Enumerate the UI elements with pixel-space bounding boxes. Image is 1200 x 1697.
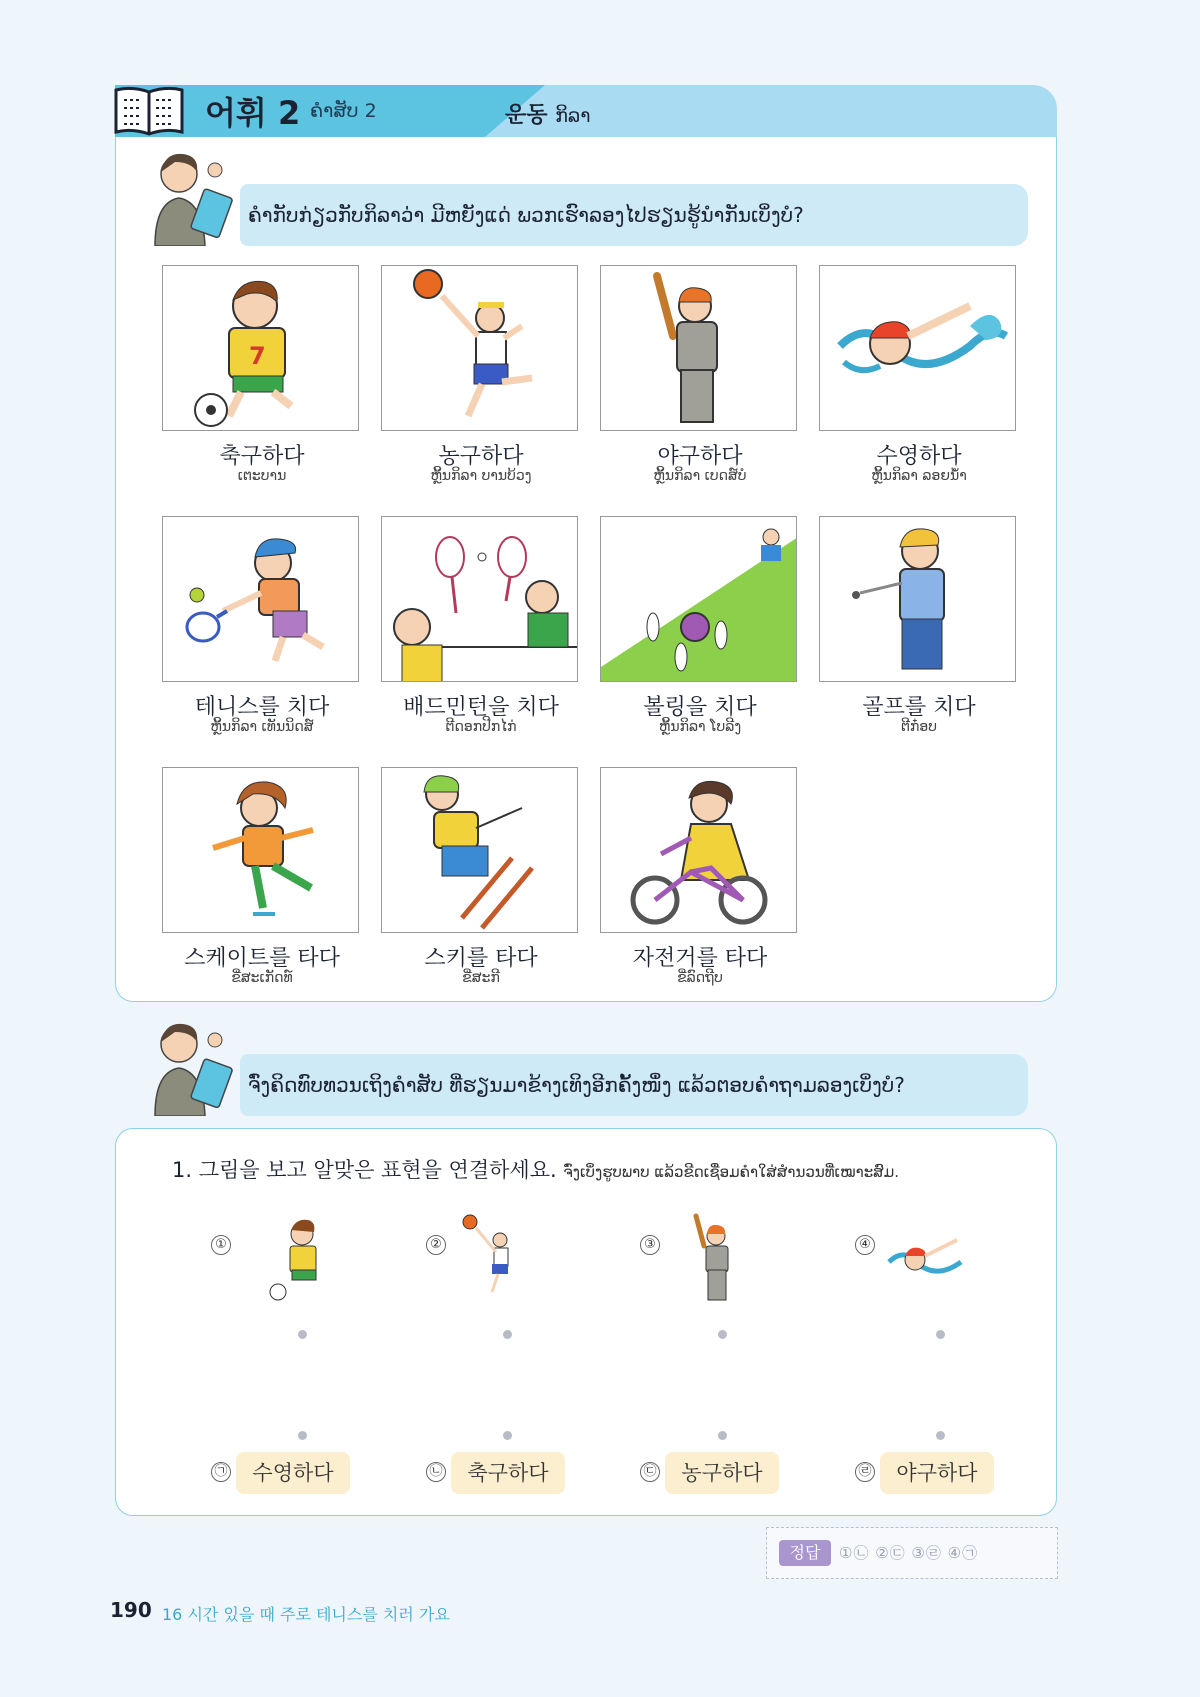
- vocab-card-cycling: [600, 767, 797, 933]
- picture-number-3: ③: [640, 1235, 660, 1255]
- vocab-lao-11: ຂີ່ລົດຖີບ: [677, 970, 723, 986]
- vocab-korean-5: 테니스를 치다: [194, 695, 330, 720]
- review-prompt: ຈົ່ງຄິດທົບທວນເຖິງຄຳສັບ ທີ່ຮຽນມາຂ້າງເທິງອີກຄັ້ງໜຶ່ງ ແລ້ວຕອບຄຳຖາມລອງເບິ່ງບໍ?: [248, 1073, 905, 1097]
- choice-marker-1: ㉠: [211, 1462, 231, 1482]
- teacher-icon: [145, 1016, 237, 1116]
- picture-number-4: ④: [855, 1235, 875, 1255]
- choice-swimming[interactable]: 수영하다: [236, 1452, 350, 1494]
- swimmer-icon: [820, 266, 1016, 431]
- match-dot-bottom-4[interactable]: [936, 1431, 945, 1440]
- choice-basketball[interactable]: 농구하다: [665, 1452, 779, 1494]
- topic-korean: 운동: [505, 103, 548, 128]
- choice-marker-2: ㉡: [426, 1462, 446, 1482]
- vocab-card-bowling: [600, 516, 797, 682]
- tennis-player-icon: [163, 517, 359, 682]
- vocab-korean-10: 스키를 타다: [424, 946, 538, 971]
- match-dot-top-4[interactable]: [936, 1330, 945, 1339]
- vocab-card-swimming: [819, 265, 1016, 431]
- basketball-player-icon: [458, 1212, 548, 1312]
- vocab-lao-10: ຂີ່ສະກີ: [462, 970, 500, 986]
- exercise-title-lao: ຈົ່ງເບິ່ງຮູບພາບ ແລ້ວຂີດເຊື່ອມຄຳໃສ່ສຳນວນທີ່ເໝາະສົມ.: [563, 1163, 900, 1181]
- vocab-card-badminton: [381, 516, 578, 682]
- skier-icon: [382, 768, 578, 933]
- svg-text:7: 7: [249, 342, 266, 370]
- match-dot-top-3[interactable]: [718, 1330, 727, 1339]
- choice-soccer[interactable]: 축구하다: [451, 1452, 565, 1494]
- vocab-korean-3: 야구하다: [657, 444, 743, 469]
- vocab-lao-8: ຕີກ໋ອບ: [901, 719, 937, 735]
- exercise-title-korean: 1. 그림을 보고 알맞은 표현을 연결하세요.: [172, 1158, 557, 1182]
- vocab-card-tennis: [162, 516, 359, 682]
- vocab-korean-1: 축구하다: [219, 444, 305, 469]
- topic-lao: ກິລາ: [555, 105, 591, 127]
- baseball-player-icon: [601, 266, 797, 431]
- teacher-icon: [145, 146, 237, 246]
- soccer-player-icon: [258, 1212, 348, 1312]
- vocab-korean-9: 스케이트를 타다: [184, 946, 340, 971]
- choice-marker-4: ㉣: [855, 1462, 875, 1482]
- section-title: 어휘 2: [205, 94, 301, 132]
- golfer-icon: [820, 517, 1016, 682]
- vocab-lao-7: ຫຼິ້ນກິລາ ໂບລີງ: [658, 719, 742, 735]
- vocab-lao-6: ຕີດອກປີກໄກ່: [445, 719, 517, 735]
- basketball-player-icon: [382, 266, 578, 431]
- picture-number-1: ①: [211, 1235, 231, 1255]
- cyclist-icon: [601, 768, 797, 933]
- vocab-lao-9: ຂີ່ສະເກັດທ໌: [231, 970, 293, 986]
- match-dot-top-2[interactable]: [503, 1330, 512, 1339]
- page-number: 190: [110, 1598, 152, 1622]
- book-icon: [112, 84, 186, 138]
- answer-text: ①㉡ ②㉢ ③㉣ ④㉠: [839, 1544, 979, 1562]
- vocab-card-golf: [819, 516, 1016, 682]
- vocab-korean-7: 볼링을 치다: [643, 695, 757, 720]
- vocab-lao-5: ຫຼິ້ນກິລາ ເທັນນິດສ໌: [210, 719, 314, 735]
- vocab-lao-1: ເຕະບານ: [237, 468, 287, 484]
- bowling-icon: [601, 517, 797, 682]
- swimmer-icon: [885, 1222, 975, 1322]
- match-dot-bottom-2[interactable]: [503, 1431, 512, 1440]
- vocab-card-skiing: [381, 767, 578, 933]
- vocab-card-baseball: [600, 265, 797, 431]
- vocab-korean-2: 농구하다: [438, 444, 524, 469]
- vocab-lao-3: ຫຼິ້ນກິລາ ເບດສ໌ບໍ: [653, 468, 747, 484]
- choice-marker-3: ㉢: [640, 1462, 660, 1482]
- intro-prompt: ຄຳກັບກ່ຽວກັບກິລາວ່າ ມີຫຍັງແດ່ ພວກເຮົາລອງໄປຮຽນຮູ້ນຳກັນເບິ່ງບໍ?: [248, 203, 804, 227]
- match-dot-bottom-3[interactable]: [718, 1431, 727, 1440]
- match-dot-bottom-1[interactable]: [298, 1431, 307, 1440]
- exercise-title: [172, 1154, 899, 1184]
- match-dot-top-1[interactable]: [298, 1330, 307, 1339]
- vocab-card-skating: [162, 767, 359, 933]
- answer-label: 정답: [779, 1540, 831, 1566]
- skater-icon: [163, 768, 359, 933]
- badminton-players-icon: [382, 517, 578, 682]
- vocab-card-basketball: [381, 265, 578, 431]
- vocab-card-soccer: [162, 265, 359, 431]
- topic-title: [505, 98, 591, 129]
- vocab-korean-4: 수영하다: [876, 444, 962, 469]
- vocab-lao-2: ຫຼິ້ນກິລາ ບານບ້ວງ: [430, 468, 532, 484]
- soccer-player-icon: [163, 266, 359, 431]
- chapter-title: 16 시간 있을 때 주로 테니스를 치러 가요: [162, 1605, 450, 1624]
- answer-box: [766, 1527, 1058, 1579]
- picture-number-2: ②: [426, 1235, 446, 1255]
- vocab-korean-11: 자전거를 타다: [632, 946, 768, 971]
- baseball-player-icon: [678, 1212, 768, 1312]
- vocab-korean-6: 배드민턴을 치다: [403, 695, 559, 720]
- vocab-lao-4: ຫຼິ້ນກິລາ ລອຍນ້ຳ: [871, 468, 967, 484]
- vocab-korean-8: 골프를 치다: [862, 695, 976, 720]
- choice-baseball[interactable]: 야구하다: [880, 1452, 994, 1494]
- section-subtitle: ຄຳສັບ 2: [310, 100, 377, 122]
